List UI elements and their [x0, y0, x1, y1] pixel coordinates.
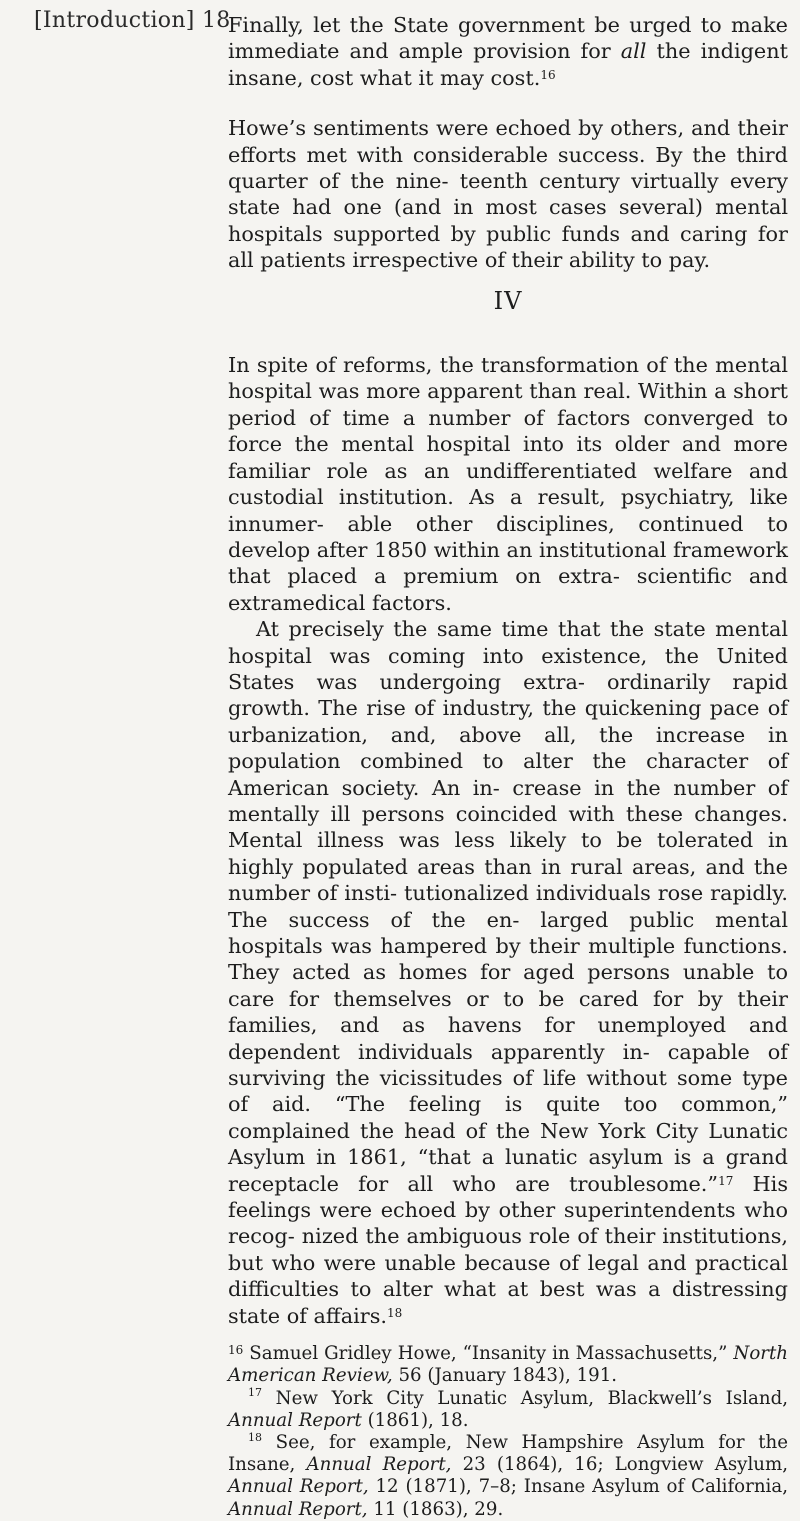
footnote-text: Samuel Gridley Howe, “Insanity in Massachusetts,” [243, 1343, 734, 1365]
section-heading: IV [493, 286, 523, 315]
footnote-text-end: 56 (January 1843), 191. [392, 1365, 618, 1387]
footnote-text-end: (1861), 18. [361, 1409, 469, 1431]
footnote-18 [228, 1432, 788, 1521]
block-quote [228, 12, 788, 91]
footnote-17 [228, 1388, 788, 1432]
footnote-number: 16 [228, 1343, 244, 1358]
paragraph-growth-text: At precisely the same time that the state mental hospital was coming into existence, the United States was undergoing extra- ordinarily rapid growth. The rise of industry, the quickening pace of urbanization, and, above all, the increase in population combined to alter the character of American society. An in- crease in the number of mentally ill persons coincided with these changes. Mental illness was less likely to be tolerated in highly populated areas than in rural areas, and the number of insti- tutionalized individuals rose rapidly. The success of the en- larged public mental hospitals was hampered by their multiple functions. They acted as homes for aged persons unable to care for themselves or to be cared for by their families, and as havens for unemployed and dependent individuals apparently in- capable of surviving the vicissitudes of life without some type of aid. “The feeling is quite too common,” complained the head of the New York City Lunatic Asylum in 1861, “that a lunatic asylum is a grand receptacle for all who are troublesome.” [228, 617, 788, 1196]
page-body [228, 12, 788, 1521]
paragraph-reforms: In spite of reforms, the transformation of the mental hospital was more apparent than real. Within a short period of time a number of factors converged to force the mental hospital into its older and more familiar role as an undifferentiated welfare and custodial institution. As a result, psychiatry, like innumer- able other disciplines, continued to develop after 1850 within an institutional framework that placed a premium on extra- scientific and extramedical factors. [228, 353, 788, 615]
quote-emphasis: all [620, 39, 647, 64]
footnote-title: North American Review, [228, 1343, 788, 1387]
footnote-title: Annual Report, [306, 1454, 452, 1476]
quote-text: Finally, let the State government be urged to make immediate and ample provision for [228, 13, 788, 64]
paragraph-growth-text-end: His feelings were echoed by other superintendents who recog- nized the ambiguous role of their institutions, but who were unable because of legal and practical difficulties to alter what at best was a distressing state of affairs. [228, 1171, 789, 1328]
footnote-title: Annual Report, [228, 1476, 369, 1498]
paragraph-growth [228, 616, 788, 1329]
running-head: [Introduction] 18 [34, 8, 231, 33]
footnote-title: Annual Report, [228, 1498, 368, 1520]
footnote-text: 12 (1871), 7–8; Insane Asylum of California, [368, 1476, 788, 1498]
footnote-number: 18 [248, 1430, 262, 1444]
footnote-number: 17 [248, 1386, 262, 1400]
footnote-ref-16[interactable]: 16 [540, 67, 556, 82]
footnotes [228, 1343, 788, 1521]
footnote-16 [228, 1343, 788, 1387]
footnote-ref-17[interactable]: 17 [718, 1173, 734, 1188]
footnote-text: New York City Lunatic Asylum, Blackwell’s Island, [262, 1387, 788, 1409]
quote-text-end: the indigent insane, cost what it may cost. [228, 39, 788, 90]
footnote-text-end: 11 (1863), 29. [367, 1498, 504, 1520]
footnote-text: 23 (1864), 16; Longview Asylum, [451, 1454, 788, 1476]
footnote-ref-18[interactable]: 18 [386, 1305, 403, 1320]
footnote-text: See, for example, New Hampshire Asylum for the Insane, [228, 1431, 788, 1476]
footnote-title: Annual Report [228, 1409, 362, 1431]
paragraph-howe: Howe’s sentiments were echoed by others, and their efforts met with considerable success. By the third quarter of the nine- teenth century virtually every state had one (and in most cases several) mental hospitals supported by public funds and caring for all patients irrespective of their ability to pay. [228, 116, 788, 273]
